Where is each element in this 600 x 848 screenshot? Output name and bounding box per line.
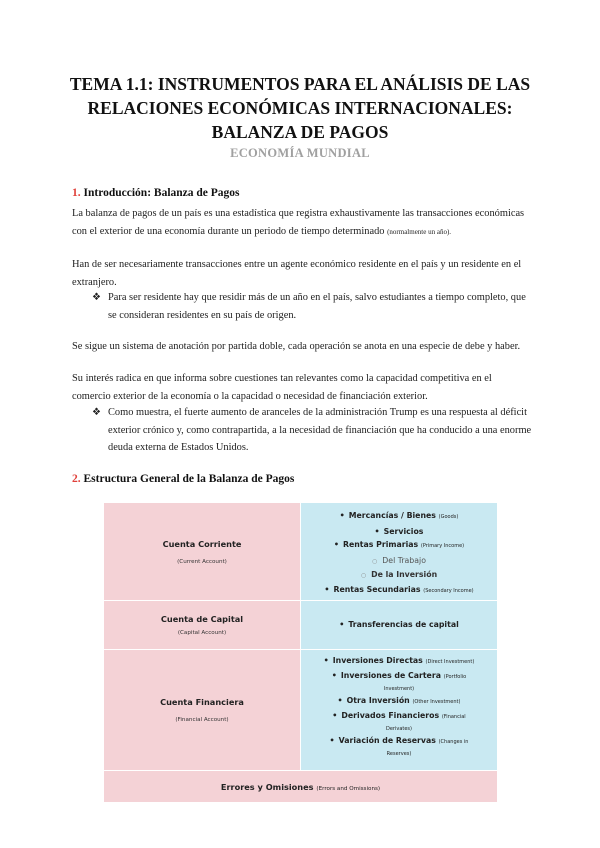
document-subtitle: ECONOMÍA MUNDIAL	[230, 146, 370, 160]
diamond-bullet-icon: ❖	[92, 292, 101, 303]
list-item: • Transferencias de capital	[339, 620, 459, 630]
list-item: • Variación de Reservas (Changes in	[329, 736, 469, 745]
capital-account-subtitle: (Capital Account)	[177, 630, 227, 636]
list-item: • Rentas Primarias (Primary Income)	[333, 540, 465, 549]
row-errors-omissions	[104, 771, 497, 802]
dot-icon: •	[337, 696, 343, 705]
row-current-account-items	[301, 503, 497, 600]
balance-of-payments-table	[104, 503, 497, 802]
list-subitem: ○ Del Trabajo	[372, 555, 426, 565]
list-item: • Mercancías / Bienes (Goods)	[339, 511, 459, 520]
errors-omissions-subtitle: (Errors and Omissions)	[316, 785, 381, 792]
circle-icon: ○	[372, 557, 378, 565]
dot-icon: •	[324, 584, 330, 594]
dot-icon: •	[332, 711, 338, 720]
dot-icon: •	[339, 511, 345, 520]
bullet-2-text: Como muestra, el fuerte aumento de aranceles de la administración Trump es una respuesta al déficit exterior crónico y, como contrapartida, a la necesidad de financiación que ha conducido a una enorme deuda externa de Estados Unidos.	[108, 407, 532, 453]
section-2-number: 2.	[72, 473, 81, 485]
capital-account-title: Cuenta de Capital	[160, 614, 244, 624]
diamond-bullet-icon: ❖	[92, 407, 101, 418]
dot-icon: •	[331, 671, 337, 680]
bullet-2	[92, 404, 532, 457]
bullet-1-text: Para ser residente hay que residir más de un año en el país, salvo estudiantes a tiempo completo, que se consideran residentes en su país de origen.	[108, 292, 526, 321]
dot-icon: •	[323, 656, 329, 665]
dot-icon: •	[333, 540, 339, 549]
row-financial-account-items	[301, 650, 497, 770]
section-1-heading	[72, 187, 240, 199]
list-subitem: ○ De la Inversión	[360, 570, 438, 579]
title-line-2: RELACIONES ECONÓMICAS INTERNACIONALES:	[87, 98, 513, 118]
circle-icon: ○	[360, 572, 367, 579]
list-item: • Inversiones Directas (Direct Investment)	[323, 656, 475, 665]
dot-icon: •	[339, 620, 345, 630]
section-1-number: 1.	[72, 187, 81, 199]
document-title	[60, 72, 540, 144]
row-capital-account-label	[104, 601, 300, 649]
list-item: • Derivados Financieros (Financial	[332, 711, 466, 720]
financial-account-title: Cuenta Financiera	[160, 697, 244, 707]
section-1-title: Introducción: Balanza de Pagos	[83, 187, 240, 199]
bullet-1	[92, 289, 532, 324]
list-item-continuation: Investment)	[383, 686, 415, 692]
list-item: • Servicios	[374, 526, 424, 536]
list-item: • Otra Inversión (Other Investment)	[337, 696, 461, 705]
current-account-subtitle: (Current Account)	[177, 558, 227, 565]
list-item: • Inversiones de Cartera (Portfolio	[331, 671, 467, 680]
paragraph-1	[72, 205, 532, 241]
row-capital-account-items	[301, 601, 497, 649]
current-account-title: Cuenta Corriente	[162, 538, 242, 549]
financial-account-subtitle: (Financial Account)	[175, 717, 229, 723]
dot-icon: •	[329, 736, 335, 745]
title-line-3: BALANZA DE PAGOS	[211, 122, 389, 142]
dot-icon: •	[374, 526, 380, 536]
errors-omissions-title: Errores y Omisiones (Errors and Omissions)	[220, 781, 381, 792]
section-2-title: Estructura General de la Balanza de Pagos	[83, 473, 295, 485]
paragraph-4: Su interés radica en que informa sobre cuestiones tan relevantes como la capacidad competitiva en el comercio exterior de la economía o la capacidad o necesidad de financiación exterior.	[72, 373, 492, 402]
row-current-account-label	[104, 503, 300, 600]
paragraph-1-note: (normalmente un año).	[387, 227, 452, 236]
list-item-continuation: Reserves)	[386, 751, 412, 757]
title-line-1: TEMA 1.1: INSTRUMENTOS PARA EL ANÁLISIS DE LAS	[69, 74, 531, 94]
paragraph-3: Se sigue un sistema de anotación por partida doble, cada operación se anota en una especie de debe y haber.	[72, 341, 521, 352]
section-2-heading	[72, 473, 294, 485]
list-item: • Rentas Secundarias (Secondary Income)	[324, 584, 474, 594]
row-financial-account-label	[104, 650, 300, 770]
paragraph-2: Han de ser necesariamente transacciones entre un agente económico residente en el país y un residente en el extranjero.	[72, 259, 522, 288]
list-item-continuation: Derivates)	[386, 726, 412, 732]
paragraph-1-text: La balanza de pagos de un país es una estadística que registra exhaustivamente las transacciones económicas con el exterior de una economía durante un periodo de tiempo determinado	[72, 208, 525, 237]
